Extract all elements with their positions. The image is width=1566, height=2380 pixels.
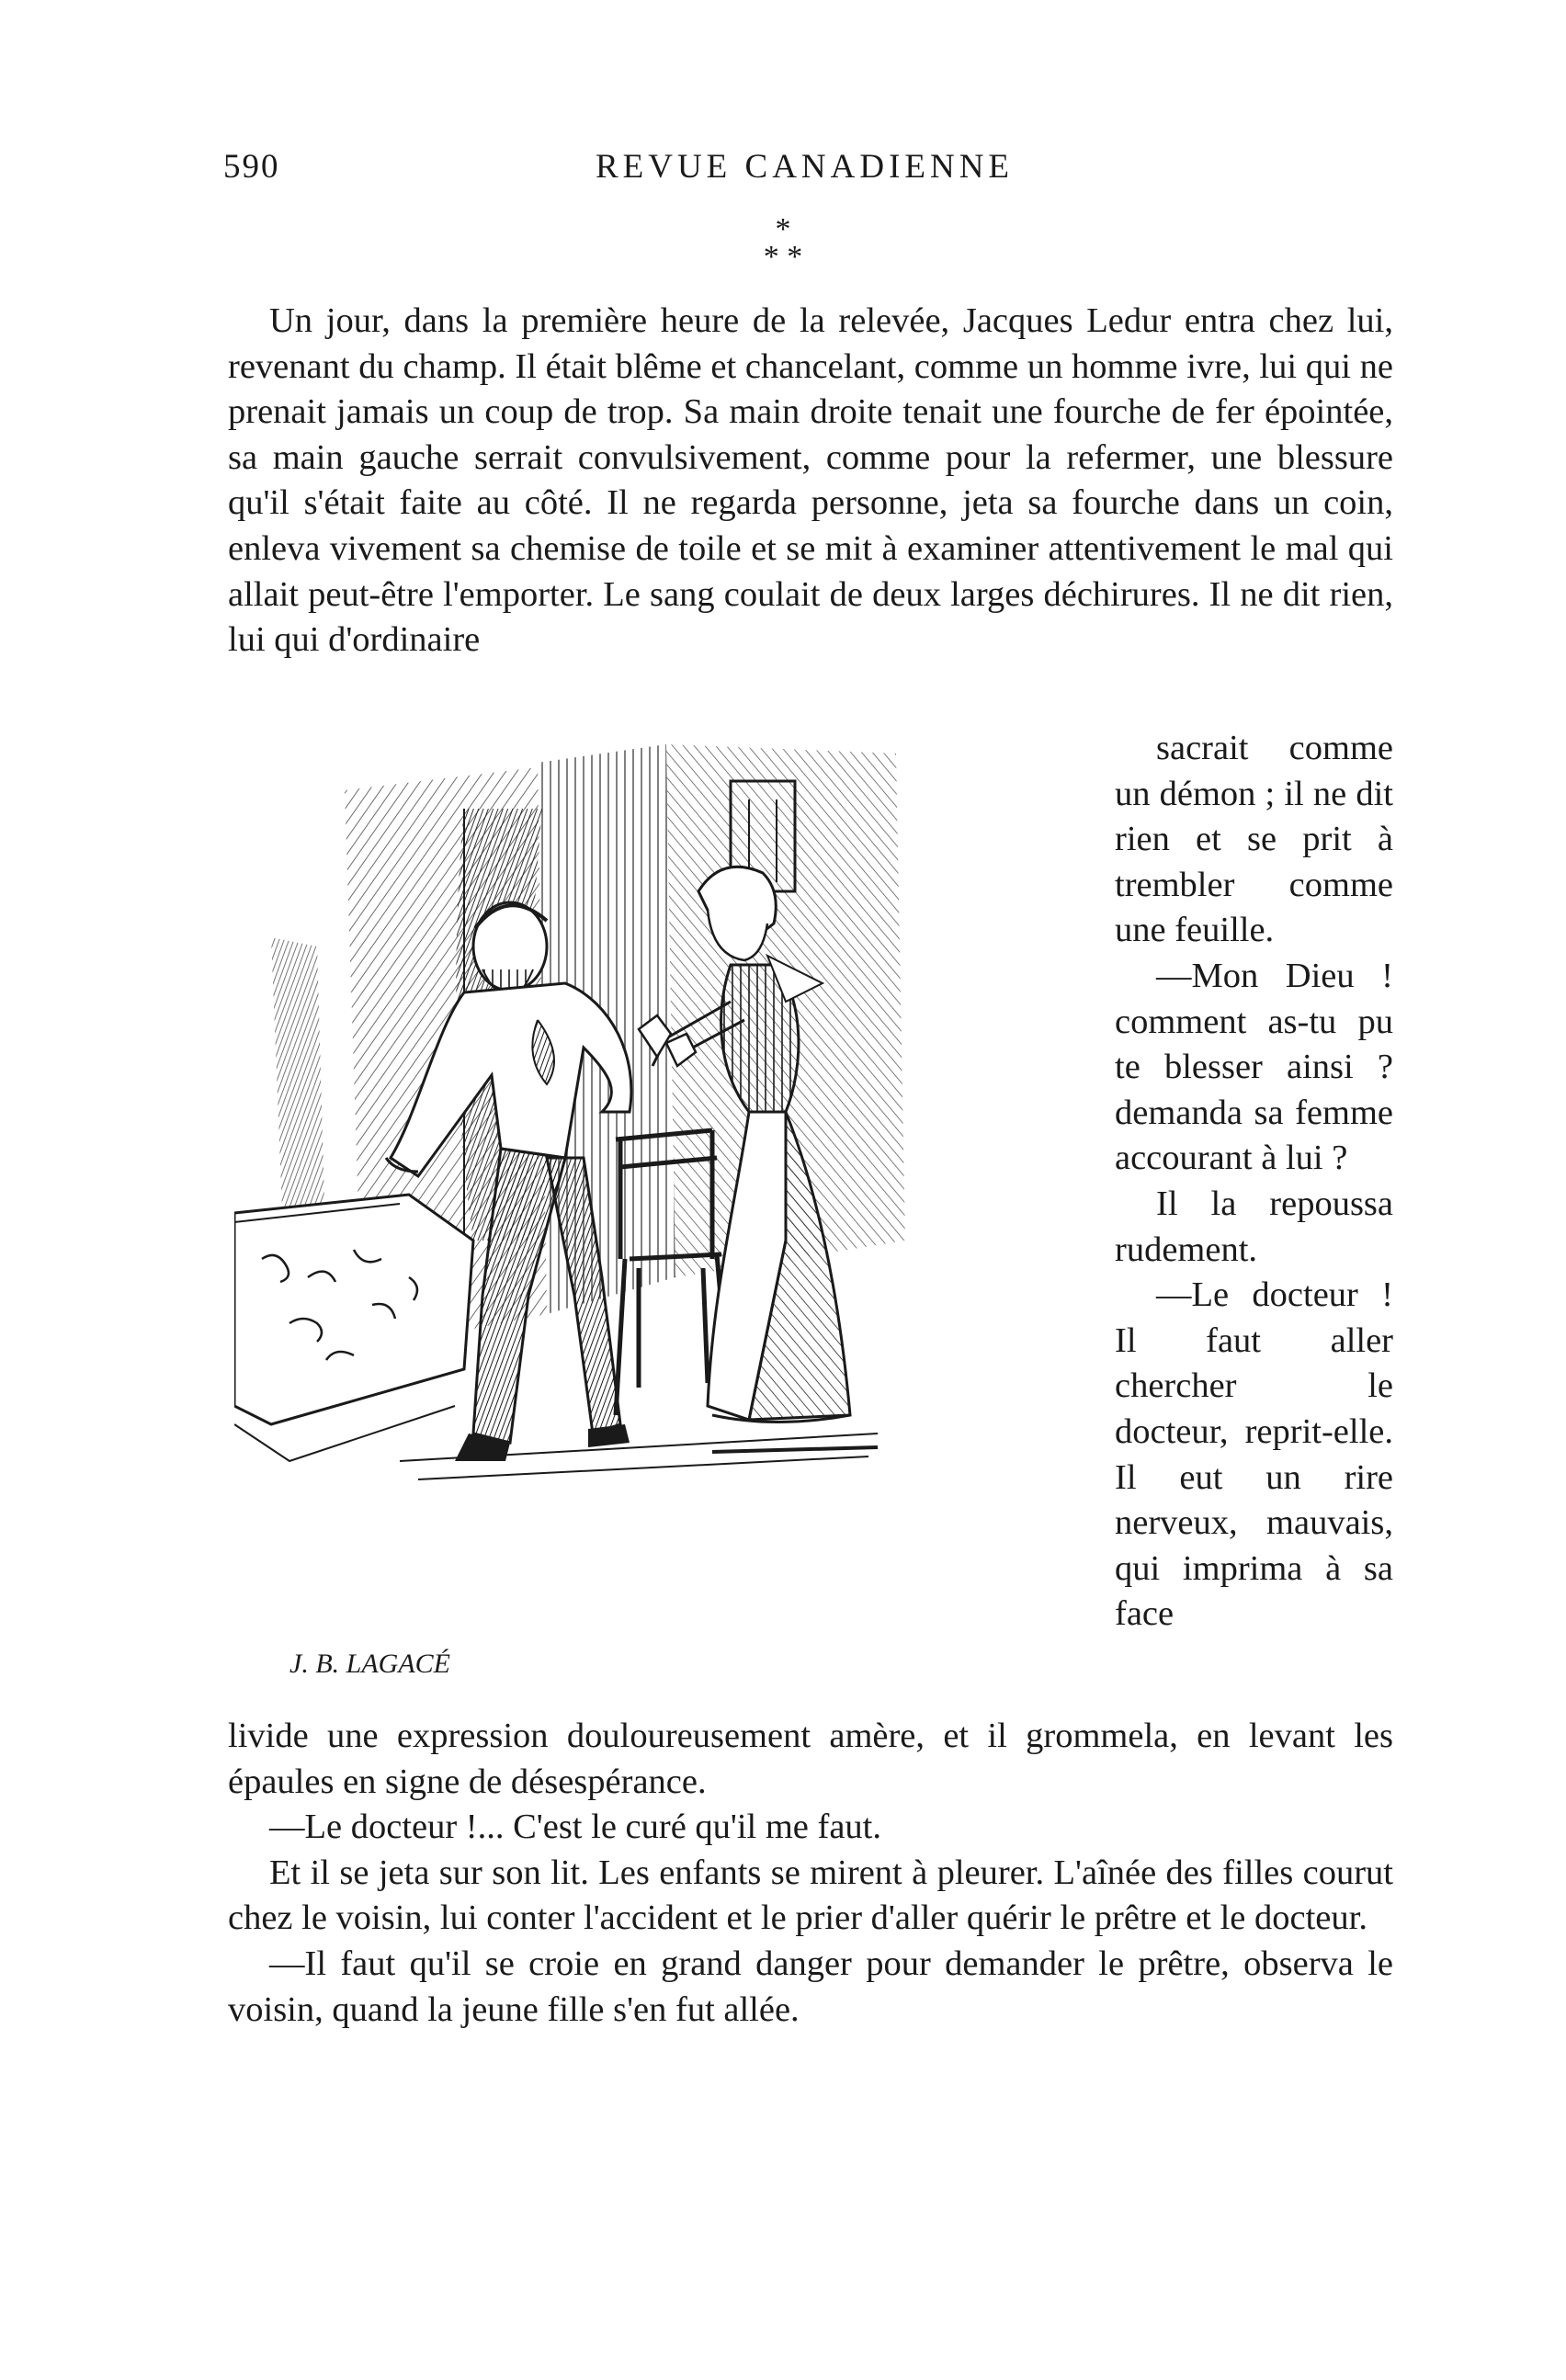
top-text-block [228, 299, 1393, 663]
bed [234, 1195, 473, 1461]
paragraph: Il la repoussa rudement. [1115, 1184, 1393, 1269]
engraving-illustration [234, 726, 1098, 1691]
paragraph: livide une expression douloureusement amère, et il grommela, en levant les épaules en signe de désespérance. [228, 1717, 1393, 1801]
paragraph: —Le docteur ! Il faut aller chercher le docteur, reprit-elle. Il eut un rire nerveux, mauvais, qui imprima à sa face [1115, 1275, 1393, 1634]
signature-text: J. B. LAGACÉ [289, 1649, 450, 1679]
page-number: 590 [223, 148, 280, 186]
side-text-column [1115, 726, 1393, 1638]
section-asterism: * * * [763, 212, 803, 274]
paragraph: —Il faut qu'il se croie en grand danger pour demander le prêtre, observa le voisin, quand la jeune fille s'en fut allée. [228, 1944, 1393, 2029]
paragraph: sacrait comme un démon ; il ne dit rien et se prit à trembler comme une feuille. [1115, 729, 1393, 950]
paragraph: Et il se jeta sur son lit. Les enfants se mirent à pleurer. L'aînée des filles courut chez le voisin, lui conter l'accident et le prier d'aller quérir le prêtre et le docteur. [228, 1853, 1393, 1938]
running-head [223, 147, 1386, 193]
paragraph: —Mon Dieu ! comment as-tu pu te blesser ainsi ? demanda sa femme accourant à lui ? [1115, 956, 1393, 1178]
journal-title: REVUE CANADIENNE [595, 148, 1015, 186]
paragraph: Un jour, dans la première heure de la relevée, Jacques Ledur entra chez lui, revenant du champ. Il était blême et chancelant, comme un homme ivre, lui qui ne prenait jamais un coup de trop. Sa main droite tenait une fourche de fer épointée, sa main gauche serrait convulsivement, comme pour la refermer, une blessure qu'il s'était faite au côté. Il ne regarda personne, jeta sa fourche dans un coin, enleva vivement sa chemise de toile et se mit à examiner attentivement le mal qui allait peut-être l'emporter. Le sang coulait de deux larges déchirures. Il ne dit rien, lui qui d'ordinaire [228, 301, 1393, 660]
bottom-text-block [228, 1714, 1393, 2033]
artist-signature [289, 1649, 450, 1679]
paragraph: —Le docteur !... C'est le curé qu'il me faut. [269, 1808, 882, 1847]
